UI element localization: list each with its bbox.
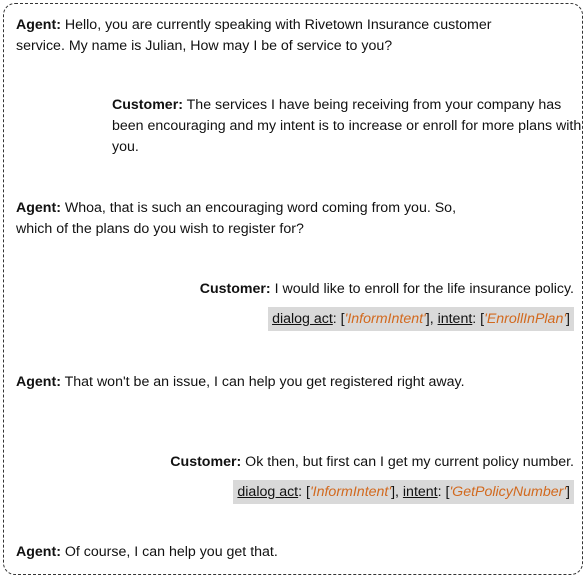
utterance-text: Whoa, that is such an encouraging word coming from you. So, which of the plans do you wish to register for? <box>16 200 457 237</box>
customer-turn-3 <box>170 452 574 473</box>
annotation-box-1 <box>268 307 574 331</box>
intent-label: intent <box>402 484 438 500</box>
agent-turn-4 <box>16 542 516 563</box>
punct-open: : [ <box>437 484 450 500</box>
customer-turn-1 <box>112 95 582 158</box>
speaker-label: Agent: <box>16 544 61 560</box>
speaker-label: Agent: <box>16 200 61 216</box>
punct-close: ] <box>566 484 570 500</box>
dialog-act-value: 'InformIntent' <box>309 484 392 500</box>
customer-turn-2 <box>200 279 574 300</box>
agent-turn-3 <box>16 372 466 393</box>
punct-sep: ], <box>391 484 403 500</box>
utterance-text: I would like to enroll for the life insurance policy. <box>270 281 574 297</box>
speaker-label: Agent: <box>16 374 61 390</box>
intent-value: 'EnrollInPlan' <box>484 311 567 327</box>
utterance-text: That won't be an issue, I can help you get registered right away. <box>60 374 465 390</box>
punct-sep: ], <box>425 311 438 327</box>
dialog-act-label: dialog act <box>237 484 299 500</box>
intent-value: 'GetPolicyNumber' <box>449 484 567 500</box>
agent-turn-1 <box>16 15 496 57</box>
speaker-label: Agent: <box>16 17 61 33</box>
punct-close: ] <box>566 311 570 327</box>
utterance-text: Ok then, but first can I get my current policy number. <box>241 454 574 470</box>
speaker-label: Customer: <box>112 97 183 113</box>
speaker-label: Customer: <box>199 281 271 297</box>
speaker-label: Customer: <box>170 454 242 470</box>
punct-open: : [ <box>298 484 310 500</box>
punct-open: : [ <box>472 311 485 327</box>
dialog-act-value: 'InformIntent' <box>344 311 426 327</box>
utterance-text: Of course, I can help you get that. <box>60 544 278 560</box>
utterance-text: Hello, you are currently speaking with Rivetown Insurance customer service. My name is Julian, How may I be of service to you? <box>16 17 492 54</box>
annotation-box-2 <box>233 480 574 504</box>
agent-turn-2 <box>16 198 481 240</box>
punct-open: : [ <box>332 311 345 327</box>
dialog-act-label: dialog act <box>272 311 333 327</box>
intent-label: intent <box>437 311 473 327</box>
utterance-text: The services I have being receiving from your company has been encouraging and my intent is to increase or enroll for more plans with you. <box>112 97 582 155</box>
